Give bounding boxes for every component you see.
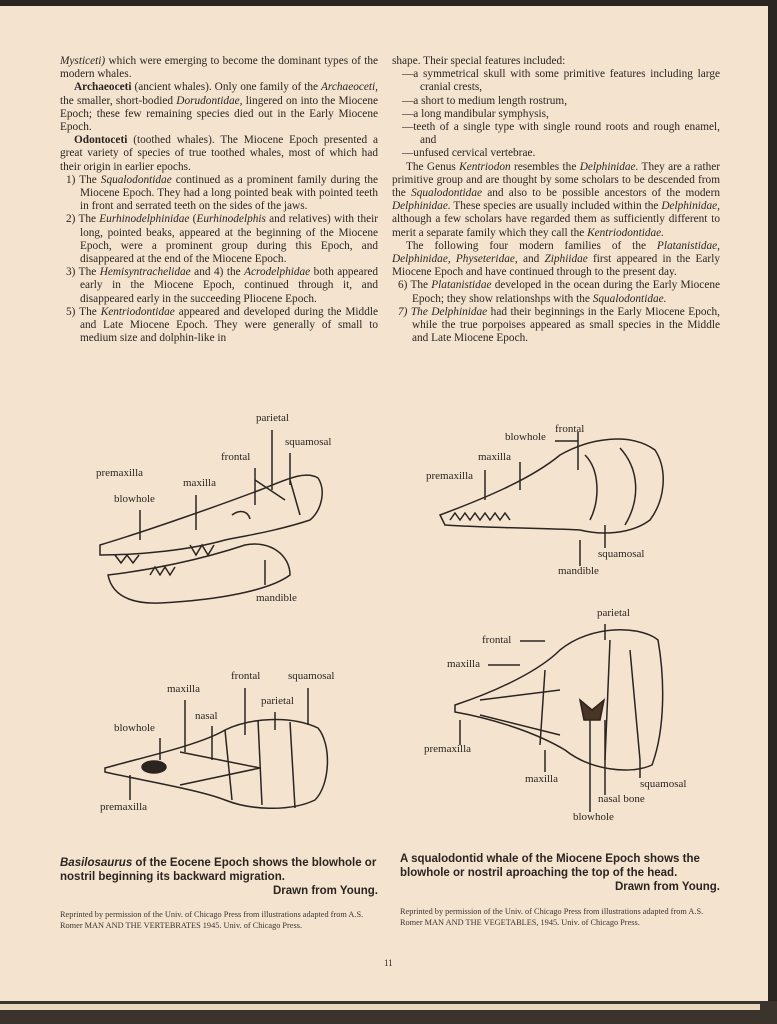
text: Platanistidae: [431, 279, 492, 292]
label-squamosal: squamosal: [598, 548, 645, 560]
text: (: [189, 213, 197, 226]
left-figure-caption: [60, 856, 378, 898]
left-credit: Reprinted by permission of the Univ. of Chicago Press from illustrations adapted from A.S. Romer MAN AND THE VERTEBRATES 1945. Univ. of Chicago Press.: [60, 910, 364, 930]
text: which were emerging to become the dominant types of the modern whales.: [60, 55, 378, 81]
label-maxilla: maxilla: [167, 683, 200, 695]
text: —unfused cervical vertebrae.: [402, 147, 536, 160]
label-parietal: parietal: [261, 695, 294, 707]
text: Eurhinodelphinidae: [99, 213, 190, 226]
text: —teeth of a single type with single round roots and rough enamel, and: [402, 121, 720, 147]
label-frontal: frontal: [221, 451, 251, 463]
text: The following four modern families of the: [406, 239, 657, 252]
text: Platanistidae, Delphinidae, Physeteridae,: [392, 239, 720, 266]
text: Delphinidae.: [579, 160, 639, 173]
text: resembles the: [510, 160, 580, 173]
page-number: 11: [384, 958, 393, 968]
text: Hemisyntrachelidae: [99, 266, 191, 279]
text: A squalodontid whale of the Miocene Epoch shows the blowhole or nostril aproaching the top of the head.: [400, 853, 700, 879]
text: appeared and developed during the Middle and Late Miocene Epoch. They were generally of small to medium size and dolphin-like in: [80, 305, 378, 345]
right-figure-caption: [400, 852, 720, 894]
basilosaurus-side-skull: [100, 430, 322, 603]
text: Kentriodon: [459, 160, 511, 173]
text: Delphinidae,: [661, 200, 720, 213]
text: and also to be possible ancestors of the modern: [481, 187, 720, 200]
text: Odontoceti: [74, 134, 128, 147]
text: of the Eocene Epoch shows the blowhole or nostril beginning its backward migration.: [60, 857, 377, 883]
text: Acrodelphidae: [244, 266, 311, 279]
text: Kentriodontidae.: [587, 226, 664, 239]
label-parietal: parietal: [597, 607, 630, 619]
label-frontal: frontal: [482, 634, 512, 646]
label-premaxilla: premaxilla: [426, 470, 474, 482]
text: and 4) the: [190, 266, 245, 279]
text: Dorudontidae,: [176, 94, 243, 107]
text: both appeared early in the Miocene Epoch, continued through it, and disappeared early in the succeeding Pliocene Epoch.: [80, 266, 378, 305]
text: Mysticeti): [60, 55, 106, 67]
text: They are a rather primitive group and are thought by some scholars to be descended from the: [392, 160, 721, 200]
label-maxilla: maxilla: [447, 658, 480, 670]
label-frontal: frontal: [555, 423, 585, 435]
text: (toothed whales). The Miocene Epoch presented a great variety of species of true toothed whales, most of which had their origin in earlier epochs.: [60, 134, 378, 173]
label-squamosal: squamosal: [285, 436, 332, 448]
label-blowhole: blowhole: [505, 431, 546, 443]
text: 6) The: [398, 279, 432, 292]
text: —a long mandibular symphysis,: [402, 107, 549, 120]
text: Archaeoceti: [74, 81, 132, 94]
text: Basilosaurus: [60, 857, 133, 869]
label-frontal: frontal: [231, 670, 261, 682]
text: 3) The: [66, 266, 100, 279]
text: and relatives) with their long, pointed beaks, appeared at the beginning of the Miocene Epoch, were a prominent group during this Epoch, and disappeared at the end of the Miocene Epoch.: [80, 213, 379, 266]
text: and: [517, 253, 545, 266]
text: Squalodontidae: [411, 187, 482, 200]
text: —a symmetrical skull with some primitive features including large cranial crests,: [402, 68, 720, 94]
text: Delphinidae.: [392, 200, 451, 213]
label-premaxilla: premaxilla: [424, 743, 472, 755]
squalodontid-side-skull: [440, 432, 663, 566]
label-blowhole: blowhole: [114, 493, 155, 505]
text: The Genus: [406, 160, 460, 173]
squalodontid-top-skull: [455, 624, 663, 812]
text: Squalodontidae.: [592, 292, 667, 305]
text: developed in the ocean during the Early Miocene Epoch; they show relationshps with the: [412, 279, 721, 305]
text: —a short to medium length rostrum,: [402, 94, 568, 107]
text: Ziphiidae: [544, 253, 588, 266]
text: Drawn from Young.: [273, 885, 378, 897]
label-maxilla: maxilla: [478, 451, 511, 463]
text: These species are usually included within the: [450, 200, 662, 213]
label-squamosal: squamosal: [640, 778, 687, 790]
text: continued as a prominent family during the Miocene Epoch. They had a long pointed beak with pointed teeth in front and serrated teeth on the sides of the jaws.: [80, 173, 378, 213]
text: Eurhinodelphis: [196, 213, 266, 226]
text: Squalodontidae: [100, 173, 172, 186]
basilosaurus-top-skull: [105, 688, 327, 808]
label-squamosal: squamosal: [288, 670, 335, 682]
label-mandible: mandible: [256, 592, 297, 604]
label-blowhole: blowhole: [573, 811, 614, 823]
text: shape. Their special features included:: [392, 55, 566, 67]
label-maxilla: maxilla: [183, 477, 216, 489]
right-credit: Reprinted by permission of the Univ. of Chicago Press from illustrations adapted from A.S. Romer MAN AND THE VEGETABLES, 1945. Univ. of Chicago Press.: [400, 907, 704, 927]
text: first appeared in the Early Miocene Epoch and have continued through to the present day.: [392, 253, 720, 279]
label-mandible: mandible: [558, 565, 599, 577]
label-nasal-bone: nasal bone: [598, 793, 645, 805]
text: although a few scholars have regarded them as sufficiently different to merit a separate family which they call the: [392, 213, 720, 239]
text: Drawn from Young.: [615, 881, 720, 893]
text: 2) The: [66, 213, 100, 226]
label-blowhole: blowhole: [114, 722, 155, 734]
text: 7) The Delphinidae: [398, 305, 488, 318]
label-premaxilla: premaxilla: [96, 467, 144, 479]
label-maxilla: maxilla: [525, 773, 558, 785]
text: had their beginnings in the Early Miocene Epoch, while the true porpoises appeared as small species in the Middle and Late Miocene Epoch.: [412, 305, 720, 345]
text: lingered on into the Miocene Epoch; these few remaining species died out in the Early Miocene Epoch.: [60, 94, 378, 134]
text: 1) The: [66, 173, 101, 186]
text: Kentriodontidae: [100, 305, 175, 318]
label-nasal: nasal: [195, 710, 218, 722]
text: 5) The: [66, 305, 101, 318]
text: (ancient whales). Only one family of the: [131, 81, 322, 94]
label-premaxilla: premaxilla: [100, 801, 148, 813]
text: the smaller, short-bodied: [60, 94, 177, 107]
label-parietal: parietal: [256, 412, 289, 424]
text: Archaeoceti,: [321, 81, 378, 94]
